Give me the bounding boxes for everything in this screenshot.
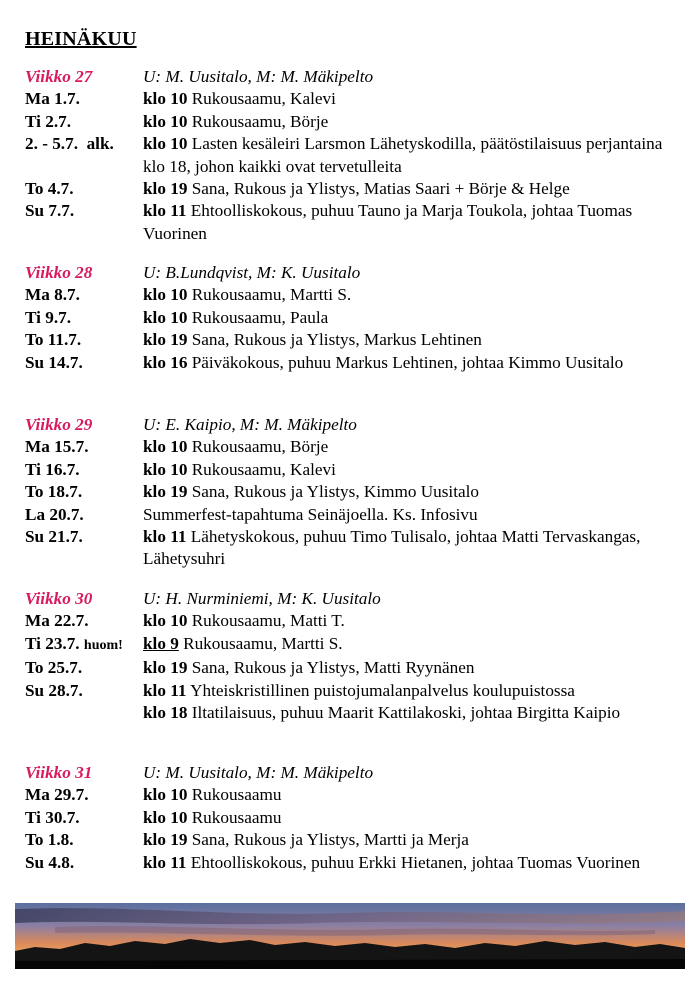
- week-hosts: U: B.Lundqvist, M: K. Uusitalo: [143, 263, 361, 282]
- event-row: [25, 459, 685, 481]
- event-day: Ti 9.7.: [25, 307, 72, 327]
- event-text: Sana, Rukous ja Ylistys, Matias Saari + Börje & Helge: [191, 179, 570, 199]
- event-row: [25, 178, 685, 200]
- event-day: To 4.7.: [25, 179, 74, 199]
- event-day: Su 7.7.: [25, 201, 75, 221]
- event-row: [25, 852, 685, 874]
- event-time: klo 11: [143, 852, 187, 872]
- event-text: Rukousaamu, Kalevi: [191, 89, 336, 109]
- event-day: Su 21.7.: [25, 527, 83, 547]
- event-row: [25, 133, 685, 178]
- event-day: Su 4.8.: [25, 852, 75, 872]
- week-section: [25, 588, 685, 724]
- week-header: [25, 414, 685, 436]
- event-time: klo 10: [143, 785, 188, 805]
- event-time: klo 11: [143, 527, 187, 547]
- event-day: To 18.7.: [25, 482, 83, 502]
- event-day: 2. - 5.7. alk.: [25, 134, 114, 154]
- event-time: klo 10: [143, 285, 188, 305]
- event-day: Ti 23.7.: [25, 633, 80, 653]
- event-time: klo 18: [143, 703, 188, 723]
- event-text: Rukousaamu: [191, 807, 282, 827]
- event-row: [25, 504, 685, 526]
- event-text: Summerfest-tapahtuma Seinäjoella. Ks. Infosivu: [143, 504, 478, 524]
- page-title: HEINÄKUU: [25, 28, 137, 50]
- event-day: To 25.7.: [25, 658, 83, 678]
- event-time: klo 19: [143, 482, 188, 502]
- event-time: klo 10: [143, 807, 188, 827]
- event-text: Ehtoolliskokous, puhuu Erkki Hietanen, johtaa Tuomas Vuorinen: [190, 852, 641, 872]
- week-label: Viikko 30: [25, 589, 93, 608]
- event-row: [25, 329, 685, 351]
- event-time: klo 10: [143, 111, 188, 131]
- event-day: [25, 702, 143, 724]
- event-row: [25, 702, 685, 724]
- event-time: klo 19: [143, 179, 188, 199]
- event-day: Ma 1.7.: [25, 89, 80, 109]
- event-text: Yhteiskristillinen puistojumalanpalvelus koulupuistossa: [190, 680, 575, 700]
- event-day: Ti 16.7.: [25, 459, 80, 479]
- event-text: Rukousaamu, Martti S.: [183, 633, 343, 653]
- event-time: klo 11: [143, 680, 187, 700]
- event-time: klo 10: [143, 89, 188, 109]
- event-row: [25, 352, 685, 374]
- week-label: Viikko 31: [25, 763, 93, 782]
- week-header: [25, 588, 685, 610]
- event-day: Ti 30.7.: [25, 807, 80, 827]
- event-row: [25, 284, 685, 306]
- event-row: [25, 680, 685, 702]
- event-row: [25, 610, 685, 632]
- week-hosts: U: M. Uusitalo, M: M. Mäkipelto: [143, 763, 374, 782]
- event-day: Ma 22.7.: [25, 611, 89, 631]
- event-text: Rukousaamu: [191, 785, 282, 805]
- week-header: [25, 262, 685, 284]
- event-row: [25, 200, 685, 245]
- event-time: klo 10: [143, 437, 188, 457]
- event-row: [25, 88, 685, 110]
- event-row: [25, 784, 685, 806]
- event-text: Iltatilaisuus, puhuu Maarit Kattilakoski, johtaa Birgitta Kaipio: [191, 703, 621, 723]
- event-time: klo 9: [143, 633, 179, 653]
- event-row: [25, 307, 685, 329]
- week-section: [25, 762, 685, 874]
- event-row: [25, 481, 685, 503]
- event-day: Su 14.7.: [25, 352, 83, 372]
- week-hosts: U: E. Kaipio, M: M. Mäkipelto: [143, 415, 357, 434]
- event-day: Su 28.7.: [25, 680, 83, 700]
- event-text: Lasten kesäleiri Larsmon Lähetyskodilla, päätöstilaisuus perjantaina klo 18, johon kaikki ovat tervetulleita: [143, 134, 663, 176]
- event-row: [25, 111, 685, 133]
- week-label: Viikko 29: [25, 415, 93, 434]
- event-text: Päiväkokous, puhuu Markus Lehtinen, johtaa Kimmo Uusitalo: [191, 352, 624, 372]
- week-section: [25, 414, 685, 571]
- event-text: Rukousaamu, Matti T.: [191, 611, 345, 631]
- event-day: To 1.8.: [25, 830, 74, 850]
- event-text: Rukousaamu, Paula: [191, 307, 329, 327]
- event-text: Rukousaamu, Börje: [191, 111, 329, 131]
- event-time: klo 19: [143, 658, 188, 678]
- event-text: Rukousaamu, Börje: [191, 437, 329, 457]
- event-time: klo 10: [143, 459, 188, 479]
- event-day: Ma 15.7.: [25, 437, 89, 457]
- event-text: Lähetyskokous, puhuu Timo Tulisalo, johtaa Matti Tervaskangas, Lähetysuhri: [143, 527, 641, 569]
- event-day: Ti 2.7.: [25, 111, 72, 131]
- day-note: huom!: [83, 637, 123, 653]
- event-row: [25, 657, 685, 679]
- week-hosts: U: H. Nurminiemi, M: K. Uusitalo: [143, 589, 381, 608]
- week-header: [25, 762, 685, 784]
- week-section: [25, 66, 685, 245]
- event-time: klo 19: [143, 330, 188, 350]
- event-text: Sana, Rukous ja Ylistys, Markus Lehtinen: [191, 330, 482, 350]
- event-time: klo 19: [143, 830, 188, 850]
- week-section: [25, 262, 685, 374]
- event-time: klo 10: [143, 307, 188, 327]
- week-label: Viikko 27: [25, 67, 93, 86]
- event-text: Ehtoolliskokous, puhuu Tauno ja Marja Toukola, johtaa Tuomas Vuorinen: [143, 201, 633, 243]
- week-label: Viikko 28: [25, 263, 93, 282]
- event-row: [25, 436, 685, 458]
- event-text: Sana, Rukous ja Ylistys, Kimmo Uusitalo: [191, 482, 479, 502]
- event-day: La 20.7.: [25, 504, 84, 524]
- event-text: Sana, Rukous ja Ylistys, Matti Ryynänen: [191, 658, 475, 678]
- event-time: klo 10: [143, 134, 188, 154]
- event-time: klo 11: [143, 201, 187, 221]
- event-time: klo 10: [143, 611, 188, 631]
- week-hosts: U: M. Uusitalo, M: M. Mäkipelto: [143, 67, 374, 86]
- event-day: To 11.7.: [25, 330, 82, 350]
- sunset-photo: [15, 903, 685, 969]
- event-row: [25, 807, 685, 829]
- event-day: Ma 8.7.: [25, 285, 80, 305]
- event-day: Ma 29.7.: [25, 785, 89, 805]
- event-row: [25, 526, 685, 571]
- event-text: Sana, Rukous ja Ylistys, Martti ja Merja: [191, 830, 469, 850]
- event-text: Rukousaamu, Kalevi: [191, 459, 336, 479]
- event-text: Rukousaamu, Martti S.: [191, 285, 352, 305]
- event-row: [25, 829, 685, 851]
- week-header: [25, 66, 685, 88]
- event-row: [25, 633, 685, 657]
- event-time: klo 16: [143, 352, 188, 372]
